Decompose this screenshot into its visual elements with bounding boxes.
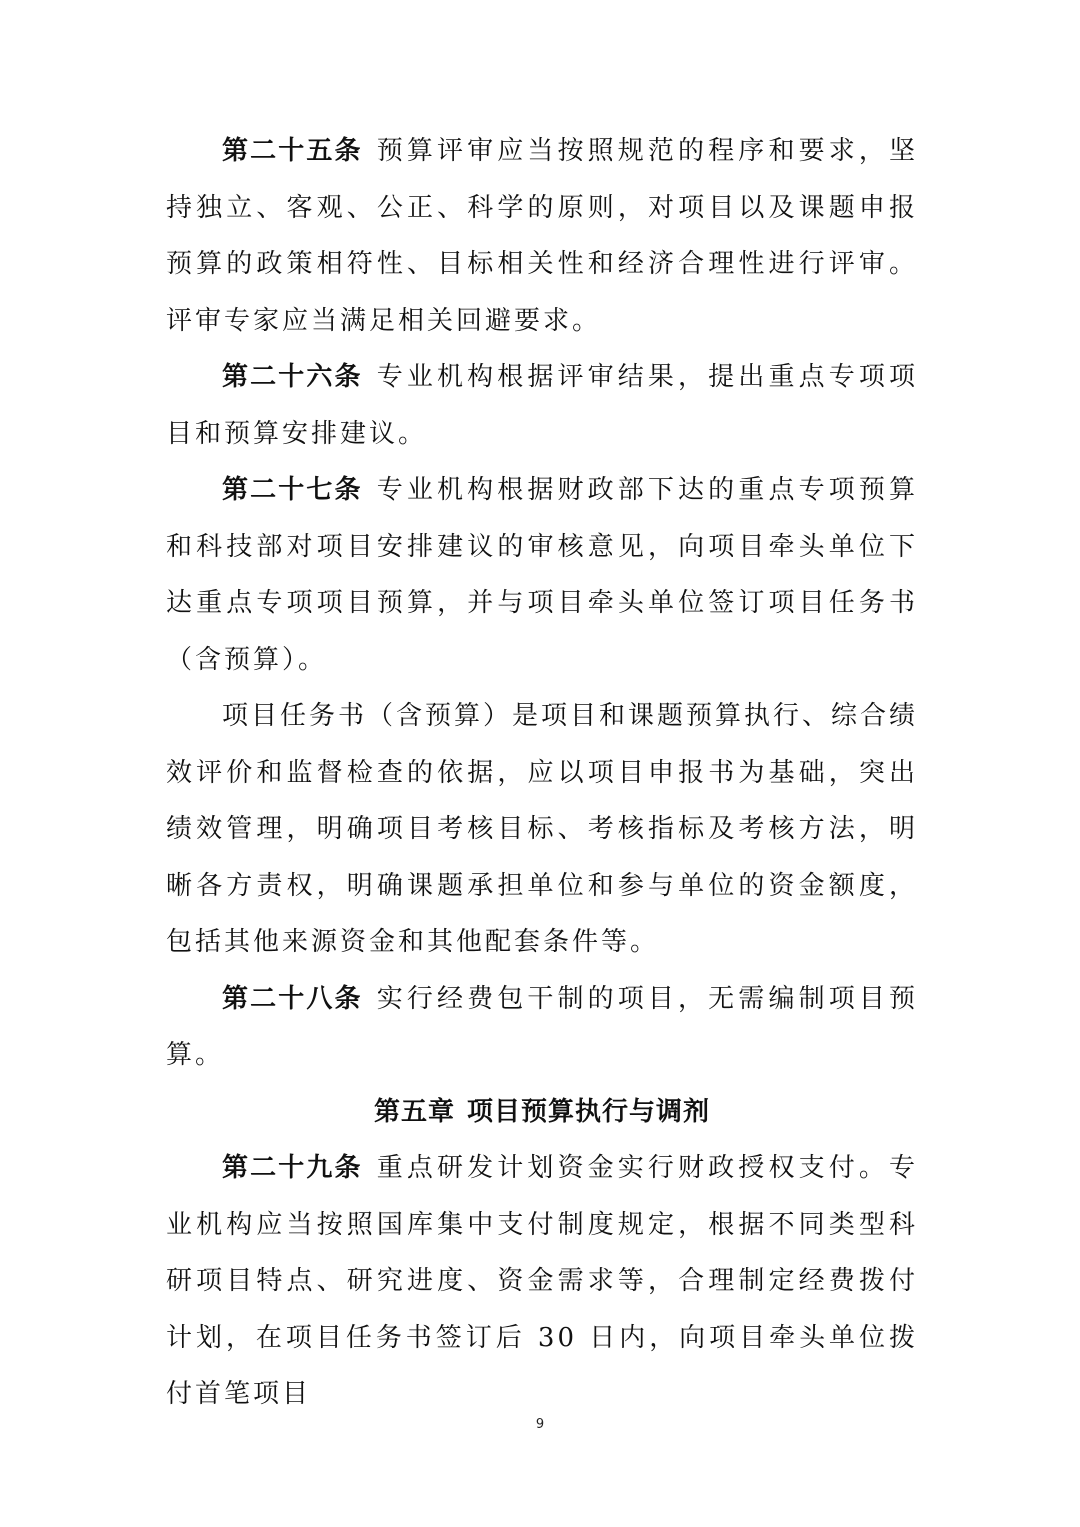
page-number: 9 (535, 1417, 545, 1432)
chapter-number: 第五章 (373, 1096, 455, 1127)
article-text: 重点研发计划资金实行财政授权支付。专业机构应当按照国库集中支付制度规定，根据不同类型科研项目特点、研究进度、资金需求等，合理制定经费拨付计划，在项目任务书签订后 30 日内，向项目牵头单位拨付首笔项目 (166, 1153, 918, 1409)
article-number: 第二十九条 (222, 1153, 363, 1183)
article-text: 预算评审应当按照规范的程序和要求，坚持独立、客观、公正、科学的原则，对项目以及课题申报预算的政策相符性、目标相关性和经济合理性进行评审。评审专家应当满足相关回避要求。 (166, 136, 918, 336)
article-number: 第二十八条 (222, 983, 363, 1014)
article-28 (166, 971, 918, 1084)
article-number: 第二十五条 (222, 136, 363, 166)
article-29 (166, 1140, 918, 1423)
paragraph-text: 项目任务书（含预算）是项目和课题预算执行、综合绩效评价和监督检查的依据，应以项目申报书为基础，突出绩效管理，明确项目考核目标、考核指标及考核方法，明晰各方责权，明确课题承担单位和参与单位的资金额度，包括其他来源资金和其他配套条件等。 (166, 701, 919, 957)
article-26 (166, 349, 918, 462)
chapter-title: 项目预算执行与调剂 (467, 1096, 711, 1127)
page-body (166, 123, 918, 1423)
article-27 (166, 462, 918, 688)
article-25 (166, 123, 918, 349)
article-number: 第二十六条 (222, 362, 363, 392)
chapter-heading (166, 1084, 918, 1141)
article-27-paragraph-2 (166, 688, 918, 971)
article-text: 专业机构根据评审结果，提出重点专项项目和预算安排建议。 (166, 362, 918, 449)
article-text: 专业机构根据财政部下达的重点专项预算和科技部对项目安排建议的审核意见，向项目牵头单位下达重点专项项目预算，并与项目牵头单位签订项目任务书（含预算）。 (166, 475, 918, 675)
article-number: 第二十七条 (222, 475, 363, 505)
article-text: 实行经费包干制的项目，无需编制项目预算。 (166, 983, 918, 1070)
